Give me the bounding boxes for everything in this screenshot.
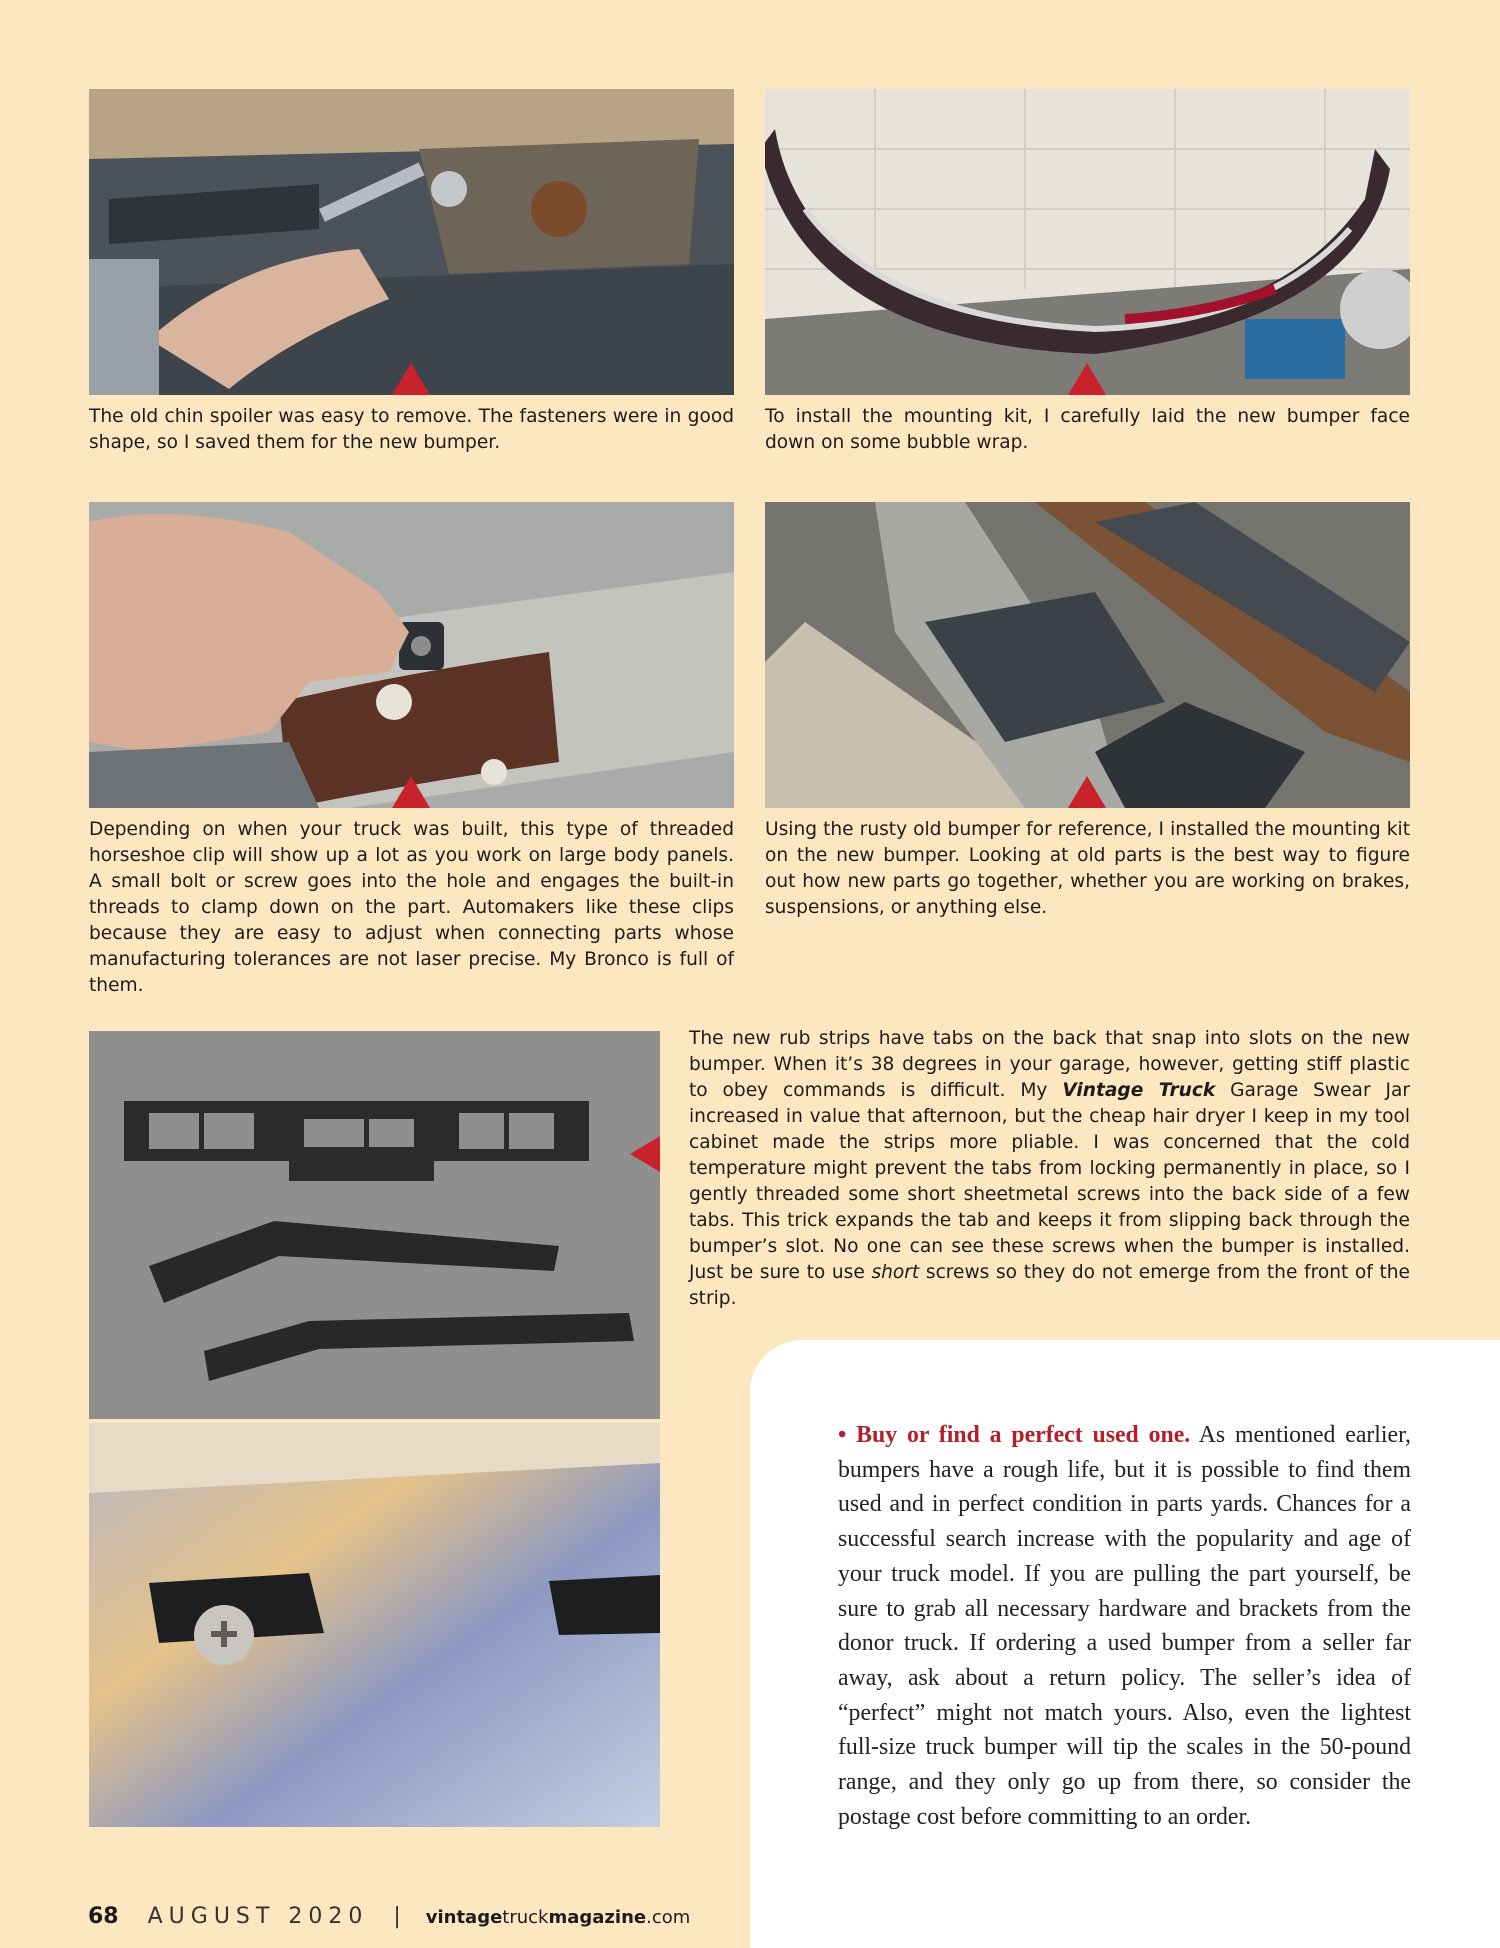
vintage-truck-brand: Vintage Truck <box>1062 1080 1216 1101</box>
site-part-com: .com <box>646 1907 691 1928</box>
horseshoe-clip-image <box>89 502 734 808</box>
caption-pointer <box>392 363 430 395</box>
photo-screw-in-slot <box>89 1423 660 1827</box>
photo-old-bumper-reference <box>765 502 1410 808</box>
bumper-bubble-wrap-image <box>765 89 1410 395</box>
website-link[interactable] <box>426 1904 691 1929</box>
photo-rub-strips <box>89 1031 660 1419</box>
photo-horseshoe-clip <box>89 502 734 808</box>
rub-strips-image <box>89 1031 660 1419</box>
caption-pointer <box>1068 776 1106 808</box>
rub-strips-text-2: Garage Swear Jar increased in value that afternoon, but the cheap hair dryer I keep in my tool cabinet made the strips more pliable. I was concerned that the cold temperature might prevent the tabs from locking permanently in place, so I gently threaded some short sheetmetal screws into the back side of a few tabs. This trick expands the tab and keeps it from slipping back through the bumper’s slot. No one can see these screws when the bumper is installed. Just be sure to use <box>689 1080 1411 1283</box>
caption-old-bumper: Using the rusty old bumper for reference, I installed the mounting kit on the new bumper. Looking at old parts is the best way to figure out how new parts go together, whether you are working on brakes, suspensions, or anything else. <box>765 819 1410 918</box>
photo-chin-spoiler-removal <box>89 89 734 395</box>
caption-rub-strips <box>689 1026 1410 1312</box>
rub-strips-text-1: The new rub strips have tabs on the back that snap into slots on the new bumper. When it’s 38 degrees in your garage, however, getting stiff plastic to obey commands is difficult. My <box>689 1028 1410 1101</box>
site-part-truck: truck <box>502 1907 549 1928</box>
photo-bumper-on-bubble-wrap <box>765 89 1410 395</box>
rub-strips-text-3: screws so they do not emerge from the front of the strip. <box>689 1262 1411 1309</box>
short-emphasis: short <box>871 1262 920 1283</box>
site-part-magazine: magazine <box>548 1907 647 1928</box>
issue-date: AUGUST 2020 <box>147 1904 369 1929</box>
chin-spoiler-image <box>89 89 734 395</box>
sidebar-body: As mentioned earlier, bumpers have a rough life, but it is possible to find them used and in perfect condition in parts yards. Chances for a successful search increase with the popularity and age of your truck model. If you are pulling the part yourself, be sure to grab all necessary hardware and brackets from the donor truck. If ordering a used bumper from a seller far away, ask about a return policy. The seller’s idea of “perfect” might not match yours. Also, even the lightest full-size truck bumper will tip the scales in the 50-pound range, and they only go up from there, so consider the postage cost before committing to an order. <box>838 1422 1412 1830</box>
sidebar-lead: • Buy or find a perfect used one. <box>838 1422 1191 1448</box>
page-footer <box>88 1904 690 1929</box>
caption-pointer <box>392 776 430 808</box>
caption-pointer <box>630 1136 660 1172</box>
sidebar-buy-used <box>838 1418 1411 1834</box>
caption-chin-spoiler: The old chin spoiler was easy to remove. The fasteners were in good shape, so I saved them for the new bumper. <box>89 406 734 453</box>
page-number: 68 <box>88 1904 119 1929</box>
screw-slot-image <box>89 1423 660 1827</box>
footer-separator: | <box>393 1904 401 1929</box>
old-bumper-image <box>765 502 1410 808</box>
caption-pointer <box>1068 363 1106 395</box>
caption-horseshoe-clip: Depending on when your truck was built, this type of threaded horseshoe clip will show up a lot as you work on large body panels. A small bolt or screw goes into the hole and engages the built-in threads to clamp down on the part. Automakers like these clips because they are easy to adjust when connecting parts whose manufacturing tolerances are not laser precise. My Bronco is full of them. <box>89 819 734 996</box>
site-part-vintage: vintage <box>425 1907 503 1928</box>
caption-bubble-wrap: To install the mounting kit, I carefully laid the new bumper face down on some bubble wrap. <box>765 406 1410 453</box>
